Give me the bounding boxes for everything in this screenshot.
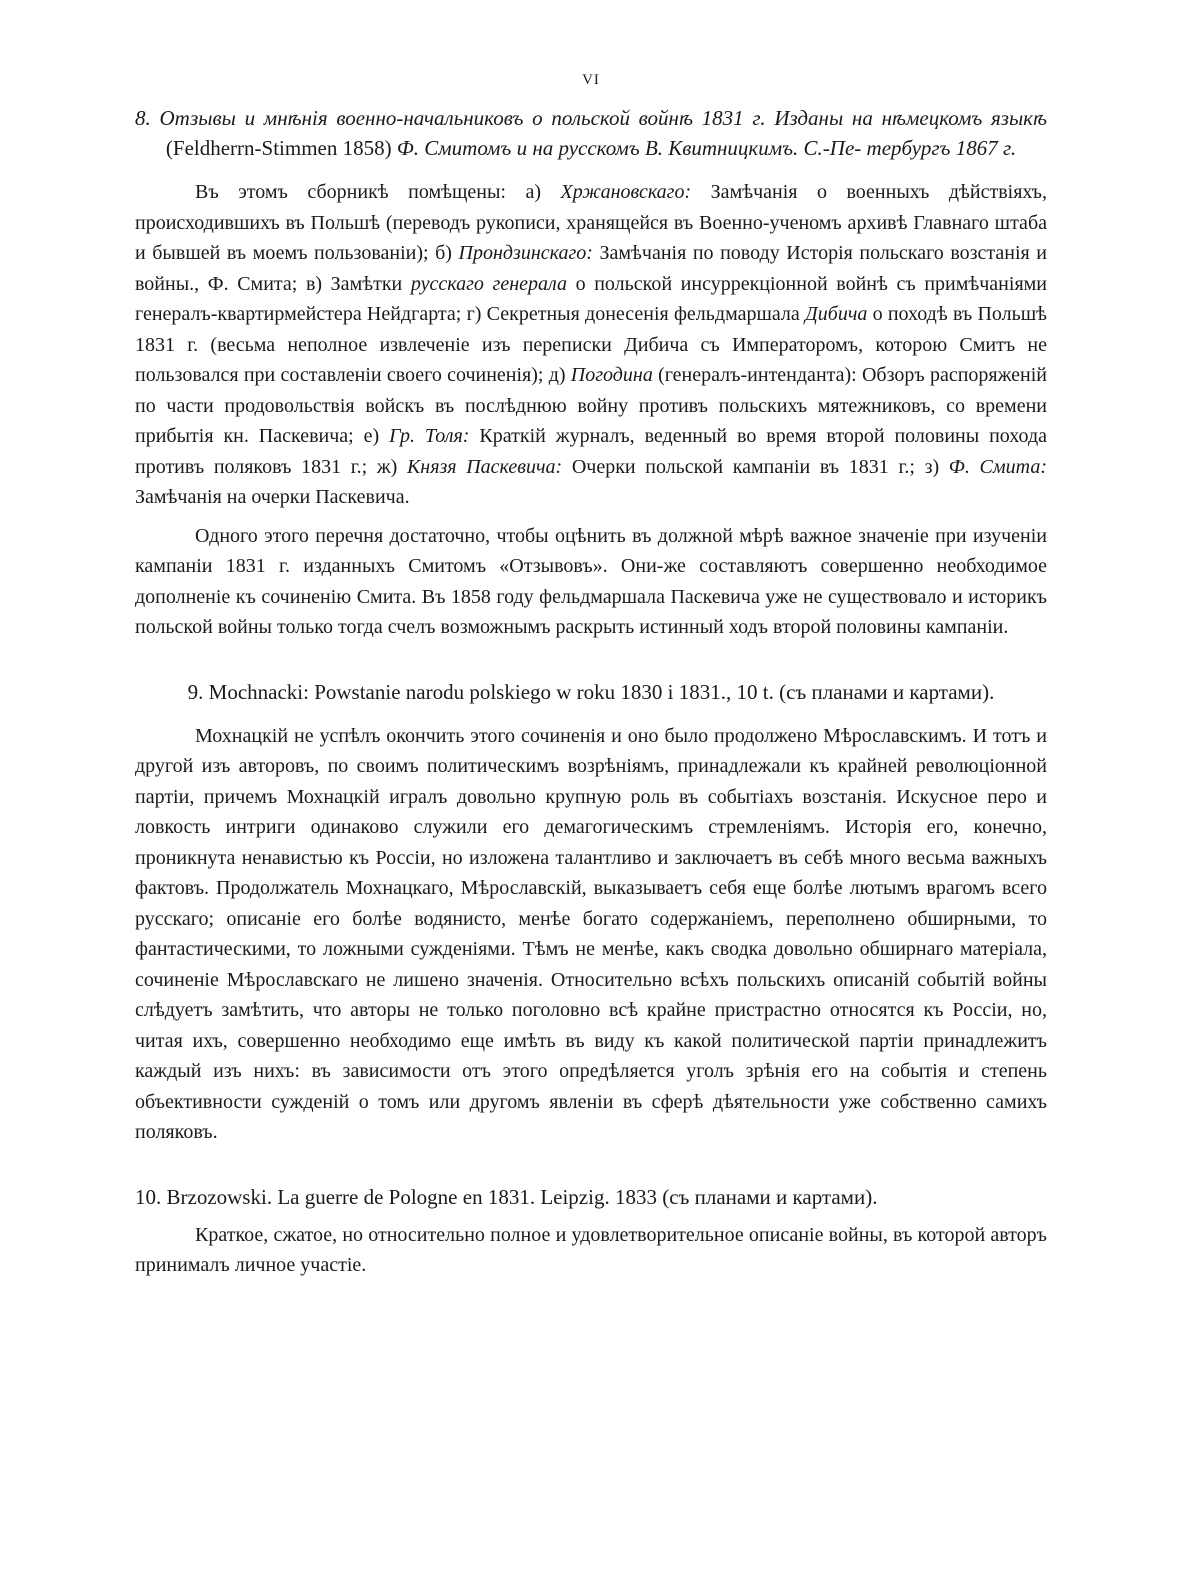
entry-10-heading: 10. Brzozowski. La guerre de Pologne en 1831. Leipzig. 1833 (съ планами и картами).	[135, 1184, 878, 1209]
entry-8-heading-editors: Ф. Смитомъ и на русскомъ В. Квитницкимъ. С.-Пе-	[396, 136, 862, 160]
entry-8-heading-lang: языкѣ	[991, 106, 1048, 130]
author-name: Хржановскаго:	[560, 181, 692, 203]
author-name: Гр. Толя:	[389, 425, 470, 447]
author-name: Ф. Смита:	[948, 455, 1047, 478]
text-run: о походѣ въ Польшѣ 1831 г. (весьма неполное извлеченіе изъ переписки Дибича съ Императоромъ, которою Смитъ не пользовался при составленіи своего сочиненія); д)	[135, 303, 1048, 386]
text-run: Краткій журналъ, веденный во время второй половины похода противъ поляковъ 1831 г.; ж)	[135, 425, 1048, 478]
page-number: VI	[582, 72, 600, 88]
entry-8-heading-place: тербургъ 1867 г.	[866, 136, 1017, 160]
text-run: Замѣчанія на очерки Паскевича.	[135, 486, 410, 508]
text-run: Очерки польской кампаніи въ 1831 г.; з)	[562, 455, 949, 478]
author-name: русскаго генерала	[410, 272, 567, 295]
entry-9-paragraph: Мохнацкій не успѣлъ окончить этого сочиненія и оно было продолжено Мѣрославскимъ. И тотъ и другой изъ авторовъ, по своимъ политическимъ возрѣніямъ, принадлежали къ крайней революціонной партіи, причемъ Мохнацкій игралъ довольно крупную роль въ событіахъ возстанія. Искусное перо и ловкость интриги одинаково служили его демагогическимъ стремленіямъ. Исторія его, конечно, проникнута ненавистью къ Россіи, но изложена талантливо и заключаетъ въ себѣ много весьма важныхъ фактовъ. Продолжатель Мохнацкаго, Мѣрославскій, выказываетъ себя еще болѣе лютымъ врагомъ всего русскаго; описаніе его болѣе водянисто, менѣе богато содержаніемъ, переполнено обширными, то фантастическими, то ложными сужденіями. Тѣмъ не менѣе, какъ сводка довольно обширнаго матеріала, сочиненіе Мѣрославскаго не лишено значенія. Относительно всѣхъ польскихъ описаній событій войны слѣдуетъ замѣтить, что авторы не только поголовно всѣ крайне пристрастно относятся къ Россіи, но, читая ихъ, совершенно необходимо еще имѣть въ виду къ какой политической партіи принадлежитъ каждый изъ нихъ: въ зависимости отъ этого опредѣляется уголъ зрѣнія его на событія и степень объективности сужденій о томъ или другомъ явленіи въ сферѣ дѣятельности уже собственно самихъ поляковъ.	[135, 724, 1047, 1143]
entry-8-paragraph-2: Одного этого перечня достаточно, чтобы оцѣнить въ должной мѣрѣ важное значеніе при изученіи кампаніи 1831 г. изданныхъ Смитомъ «Отзывовъ». Они-же составляютъ совершенно необходимое дополненіе къ сочиненію Смита. Въ 1858 году фельдмаршала Паскевича уже не существовало и историкъ польской войны только тогда счелъ возможнымъ раскрыть истинный ходъ второй половины кампаніи.	[135, 524, 1047, 638]
author-name: Князя Паскевича:	[406, 455, 563, 478]
author-name: Прондзинскаго:	[458, 242, 593, 264]
text-run: Въ этомъ сборникѣ помѣщены: а)	[195, 181, 561, 203]
entry-8-heading-original: (Feldherrn-Stimmen 1858)	[165, 136, 397, 160]
entry-10	[135, 1182, 1047, 1281]
text-run: Замѣчанія о военныхъ дѣйствіяхъ, происходившихъ въ Польшѣ (переводъ рукописи, хранящейся въ Военно-ученомъ архивѣ Главнаго штаба и бывшей въ моемъ пользованіи); б)	[135, 181, 1047, 264]
entry-9	[135, 677, 1047, 1148]
entry-10-paragraph: Краткое, сжатое, но относительно полное и удовлетворительное описаніе войны, въ которой авторъ принималъ личное участіе.	[135, 1223, 1047, 1276]
text-run: о польской инсуррекціонной войнѣ съ примѣчаніями генералъ-квартирмейстера Нейдгарта; г) Секретныя донесенія фельдмаршала	[135, 272, 1047, 325]
text-run: (генералъ-интенданта): Обзоръ распоряженій по части продовольствія войскъ въ послѣднюю войну противъ польскихъ мятежниковъ, со времени прибытія кн. Паскевича; е)	[135, 364, 1047, 447]
entry-8-heading	[135, 103, 1047, 163]
entry-8-paragraph-1	[135, 177, 1047, 513]
entry-8	[135, 103, 1047, 643]
author-name: Погодина	[570, 364, 653, 386]
document-page	[135, 72, 1047, 1281]
entry-9-heading: 9. Mochnacki: Powstanie narodu polskiego w roku 1830 i 1831., 10 t. (съ планами и картами).	[187, 679, 995, 704]
text-run: Замѣчанія по поводу Исторія польскаго возстанія и войны., Ф. Смита; в) Замѣтки	[135, 242, 1048, 295]
entry-8-heading-line1: 8. Отзывы и мнѣнія военно-начальниковъ о польской войнѣ 1831 г. Изданы на нѣмецкомъ	[135, 106, 983, 130]
author-name: Дибича	[805, 303, 868, 325]
